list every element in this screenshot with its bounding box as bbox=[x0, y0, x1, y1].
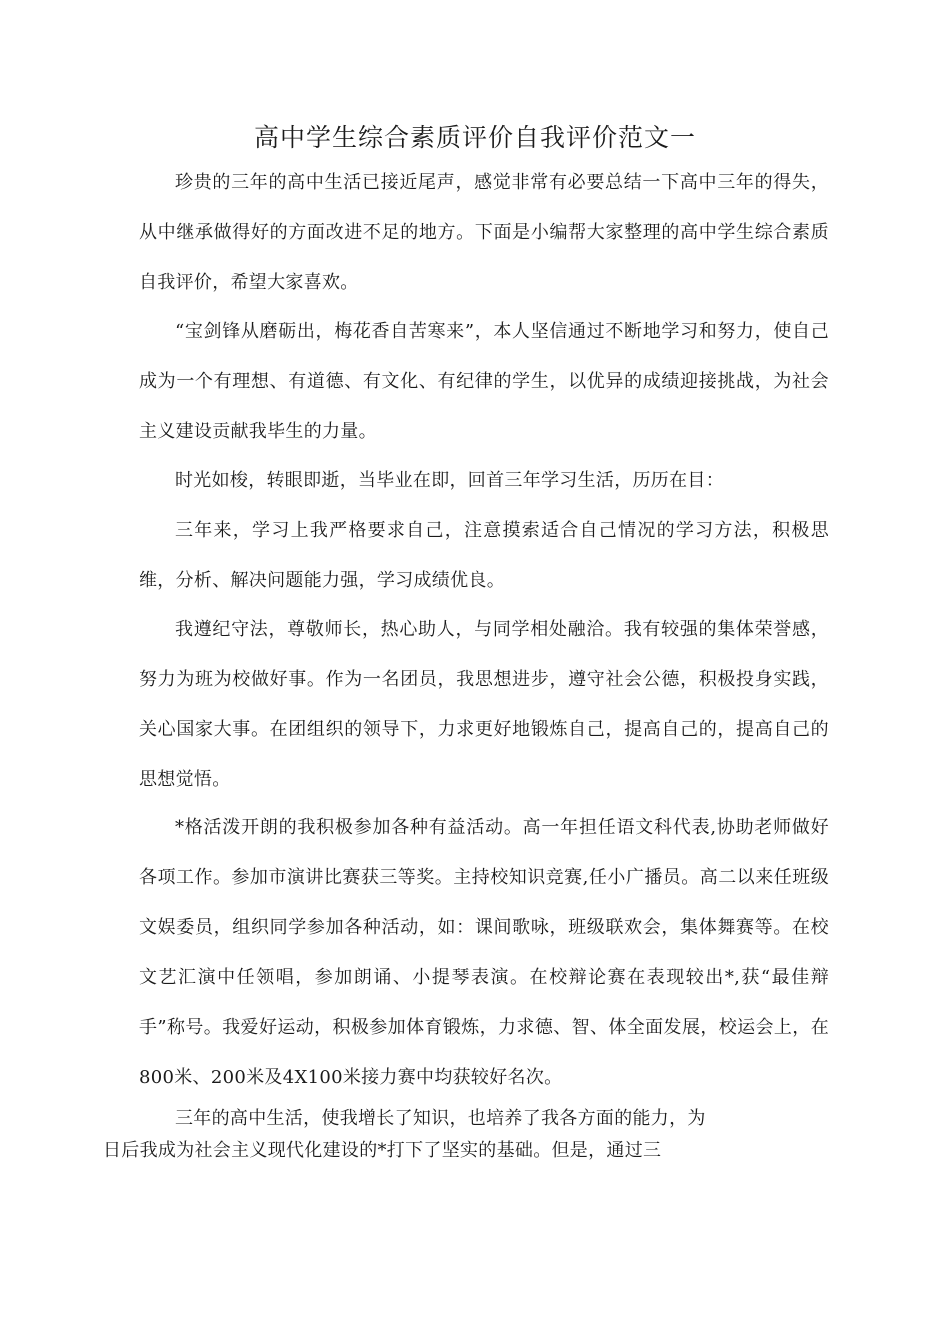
paragraph-activities: *格活泼开朗的我积极参加各种有益活动。高一年担任语文科代表,协助老师做好各项工作。参加市演讲比赛获三等奖。主持校知识竞赛,任小广播员。高二以来任班级文娱委员，组织同学参加各种活动，如：课间歌咏，班级联欢会，集体舞赛等。在校文艺汇演中任领唱，参加朗诵、小提琴表演。在校辩论赛在表现较出*,获“最佳辩手”称号。我爱好运动，积极参加体育锻炼，力求德、智、体全面发展，校运会上，在800米、200米及4X100米接力赛中均获较好名次。 bbox=[139, 817, 829, 1088]
paragraph-time: 时光如梭，转眼即逝，当毕业在即，回首三年学习生活，历历在目： bbox=[175, 470, 724, 491]
paragraph-motto: “宝剑锋从磨砺出，梅花香自苦寒来”，本人坚信通过不断地学习和努力，使自己成为一个有理想、有道德、有文化、有纪律的学生，以优异的成绩迎接挑战，为社会主义建设贡献我毕生的力量。 bbox=[139, 321, 829, 442]
paragraph-study: 三年来，学习上我严格要求自己，注意摸索适合自己情况的学习方法，积极思维，分析、解决问题能力强，学习成绩优良。 bbox=[139, 520, 829, 591]
summary-line-1: 三年的高中生活，使我增长了知识，也培养了我各方面的能力，为 bbox=[175, 1108, 706, 1129]
paragraph-summary bbox=[103, 1103, 759, 1167]
document-title: 高中学生综合素质评价自我评价范文一 bbox=[253, 123, 696, 152]
summary-line-2: 日后我成为社会主义现代化建设的*打下了坚实的基础。但是，通过三 bbox=[103, 1140, 662, 1161]
paragraph-intro: 珍贵的三年的高中生活已接近尾声，感觉非常有必要总结一下高中三年的得失，从中继承做得好的方面改进不足的地方。下面是小编帮大家整理的高中学生综合素质自我评价，希望大家喜欢。 bbox=[139, 172, 829, 293]
paragraph-conduct: 我遵纪守法，尊敬师长，热心助人，与同学相处融洽。我有较强的集体荣誉感，努力为班为校做好事。作为一名团员，我思想进步，遵守社会公德，积极投身实践，关心国家大事。在团组织的领导下，力求更好地锻炼自己，提高自己的，提高自己的思想觉悟。 bbox=[139, 619, 829, 790]
